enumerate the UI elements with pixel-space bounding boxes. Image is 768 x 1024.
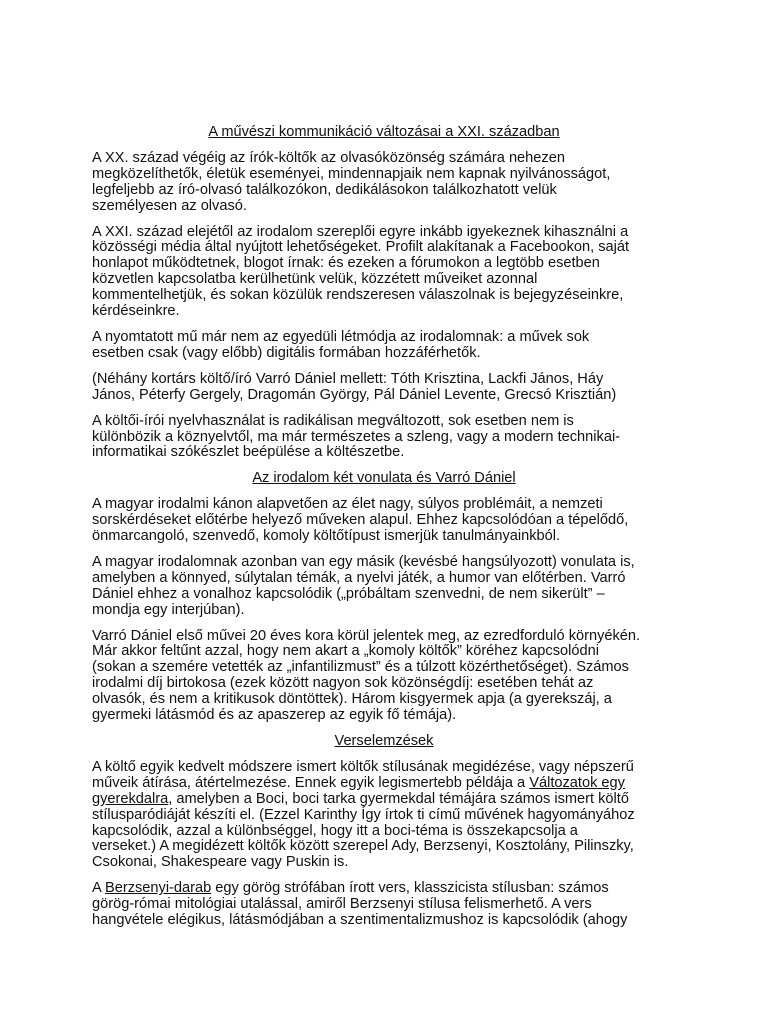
paragraph-text: A: [92, 880, 105, 897]
link-berzsenyi-darab[interactable]: Berzsenyi-darab: [104, 880, 212, 897]
section-heading-two-currents: Az irodalom két vonulata és Varró Dániel: [252, 470, 516, 487]
paragraph: Varró Dániel első művei 20 éves kora körül jelentek meg, az ezredforduló környékén. Már akkor feltűnt azzal, hogy nem akart a „komoly költők” köréhez kapcsolódni (sokan a szemére vetették az „infantilizmust” és a túlzott közérthetőséget). Számos irodalmi díj birtokosa (ezek között nagyon sok közönségdíj: esetében tehát az olvasók, és nem a kritikusok döntöttek). Három kisgyermek apja (a gyerekszáj, a gyermeki látásmód és az apaszerep az egyik fő témája).: [92, 627, 641, 724]
paragraph: A költői-írói nyelvhasználat is radikálisan megváltozott, sok esetben nem is különbözik a köznyelvtől, ma már természetes a szleng, vagy a modern technikai- informatikai szókészlet beépülése a költészetbe.: [92, 412, 621, 461]
paragraph: A magyar irodalomnak azonban van egy másik (kevésbé hangsúlyozott) vonulata is, amelyben a könnyed, súlytalan témák, a nyelvi játék, a humor van előtérben. Varró Dániel ehhez a vonalhoz kapcsolódik („próbáltam szenvedni, de nem sikerült” – mondja egy interjúban).: [92, 553, 635, 618]
paragraph: A nyomtatott mű már nem az egyedüli létmódja az irodalomnak: a művek sok esetben csak (vagy előbb) digitális formában hozzáférhetők.: [92, 328, 590, 361]
paragraph: A XX. század végéig az írók-költők az olvasóközönség számára nehezen megközelíthetők, életük eseményei, mindennapjaik nem kapnak nyilvánosságot, legfeljebb az író-olvasó találkozókon, dedikálásokon találkozhatott velük személyesen az olvasó.: [92, 149, 611, 214]
section-heading-communication: A művészi kommunikáció változásai a XXI. században: [208, 124, 560, 140]
paragraph: (Néhány kortárs költő/író Varró Dániel mellett: Tóth Krisztina, Lackfi János, Háy János, Péterfy Gergely, Dragomán György, Pál Dániel Levente, Grecsó Krisztián): [92, 370, 617, 403]
document-page: [92, 125, 676, 939]
paragraph: A magyar irodalmi kánon alapvetően az élet nagy, súlyos problémáit, a nemzeti sorskérdéseket előtérbe helyező műveken alapul. Ehhez kapcsolódóan a tépelődő, önmarcangoló, szenvedő, komoly költőtípust ismerjük tanulmányainkból.: [92, 496, 629, 545]
paragraph-text: egy görög strófában írott vers, klasszicista stílusban: számos görög-római mitológiai utalással, amiről Berzsenyi stílusa felismerhető. A vers hangvétele elégikus, látásmódjában a szentimentalizmushoz is kapcsolódik (ahogy: [92, 880, 628, 929]
paragraph: A XXI. század elejétől az irodalom szereplői egyre inkább igyekeznek kihasználni a közösségi média által nyújtott lehetőségeket. Profilt alakítanak a Facebookon, saját honlapot működtetnek, blogot írnak: és ezeken a fórumokon a legtöbb esetben közvetlen kapcsolatba kerülhetünk velük, közzétett műveiket azonnal kommentelhetjük, és sokan közülük rendszeresen válaszolnak is bejegyzéseinkre, kérdéseinkre.: [92, 223, 630, 320]
link-valtozatok-egy-gyerekdalra[interactable]: Változatok egy gyerekdalra: [92, 774, 625, 807]
paragraph-text: A költő egyik kedvelt módszere ismert költők stílusának megidézése, vagy népszerű műveik átírása, átértelmezése. Ennek egyik legismertebb példája a: [92, 758, 634, 791]
paragraph: [92, 760, 676, 871]
paragraph: [92, 881, 676, 929]
section-heading-poem-analyses: Verselemzések: [334, 733, 434, 749]
paragraph-text: , amelyben a Boci, boci tarka gyermekdal témájára számos ismert költő stílusparódiáját készíti el. (Ezzel Karinthy Így írtok ti című művének hagyományához kapcsolódik, azzal a különbséggel, hogy itt a boci-téma is összekapcsolja a verseket.) A megidézett költők között szerepel Ady, Berzsenyi, Kosztolány, Pilinszky, Csokonai, Shakespeare vagy Puskin is.: [92, 790, 635, 871]
